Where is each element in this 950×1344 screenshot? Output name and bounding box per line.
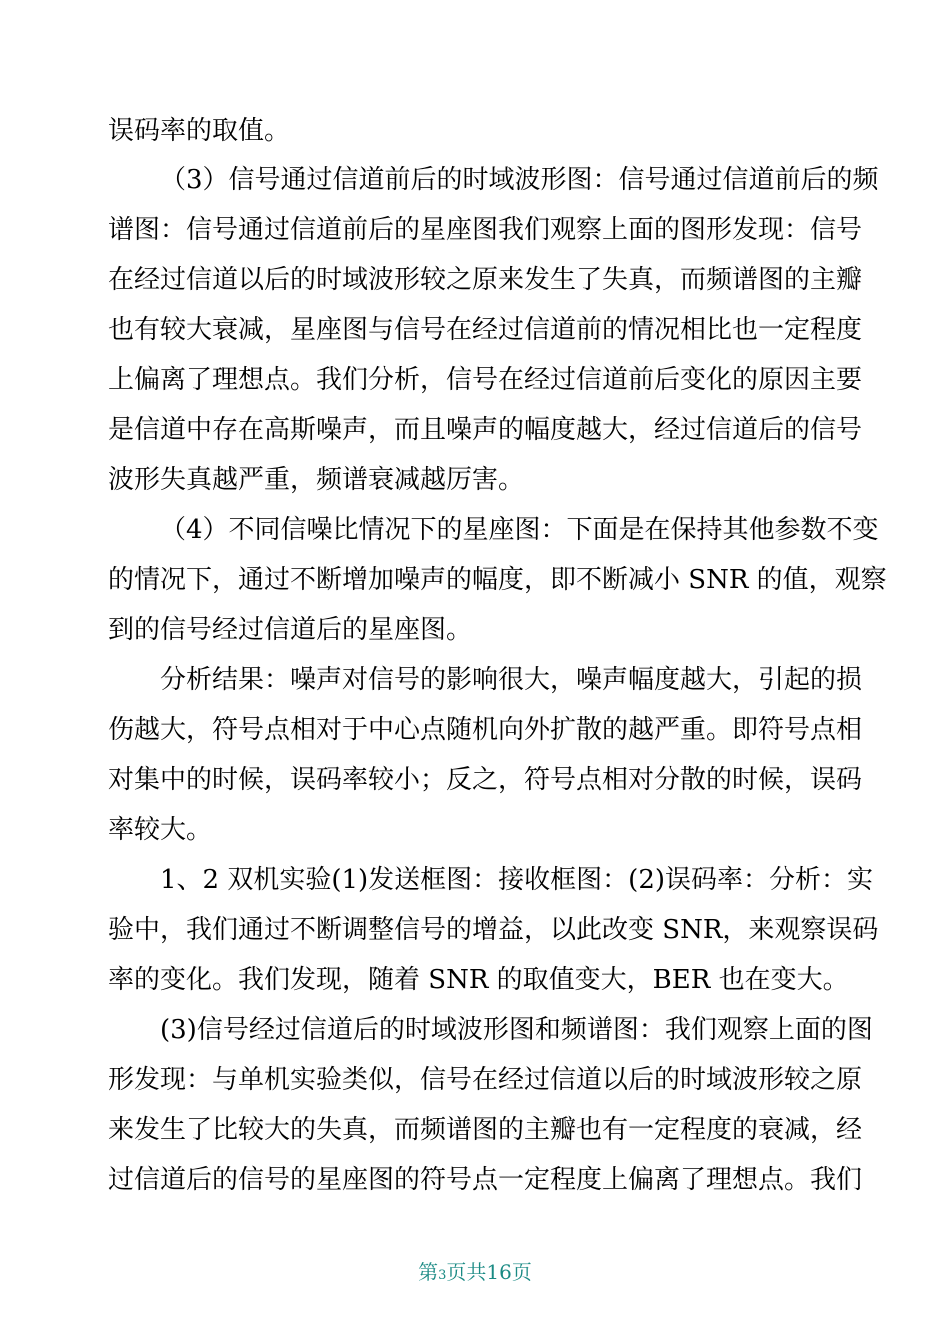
text-line-14: 对集中的时候，误码率较小；反之，符号点相对分散的时候，误码 (108, 765, 863, 795)
text-line-2: （3）信号通过信道前后的时域波形图：信号通过信道前后的频 (160, 165, 879, 195)
text-line-5: 也有较大衰减，星座图与信号在经过信道前的情况相比也一定程度 (108, 315, 863, 345)
footer-prefix: 第 (418, 1260, 439, 1284)
text-line-8: 波形失真越严重，频谱衰减越厉害。 (108, 465, 525, 495)
text-line-9: （4）不同信噪比情况下的星座图：下面是在保持其他参数不变 (160, 515, 879, 545)
footer-total-pages: 16 (486, 1260, 512, 1284)
text-line-21: 来发生了比较大的失真，而频谱图的主瓣也有一定程度的衰减，经 (108, 1115, 863, 1145)
text-line-12: 分析结果：噪声对信号的影响很大，噪声幅度越大，引起的损 (160, 665, 863, 695)
text-line-16: 1、2 双机实验(1)发送框图：接收框图：(2)误码率：分析：实 (160, 865, 874, 895)
text-line-10: 的情况下，通过不断增加噪声的幅度，即不断减小 SNR 的值，观察 (108, 565, 887, 595)
text-line-3: 谱图：信号通过信道前后的星座图我们观察上面的图形发现：信号 (108, 215, 863, 245)
text-line-7: 是信道中存在高斯噪声，而且噪声的幅度越大，经过信道后的信号 (108, 415, 863, 445)
text-line-22: 过信道后的信号的星座图的符号点一定程度上偏离了理想点。我们 (108, 1165, 863, 1195)
footer-middle: 页共 (446, 1260, 487, 1284)
footer-page-number: 3 (438, 1268, 447, 1283)
text-line-19: (3)信号经过信道后的时域波形图和频谱图：我们观察上面的图 (160, 1015, 873, 1045)
text-line-6: 上偏离了理想点。我们分析，信号在经过信道前后变化的原因主要 (108, 365, 863, 395)
footer-suffix: 页 (511, 1260, 532, 1284)
text-line-13: 伤越大，符号点相对于中心点随机向外扩散的越严重。即符号点相 (108, 715, 863, 745)
text-line-4: 在经过信道以后的时域波形较之原来发生了失真，而频谱图的主瓣 (108, 265, 863, 295)
text-line-11: 到的信号经过信道后的星座图。 (108, 615, 473, 645)
page-footer (0, 1256, 950, 1288)
text-line-1: 误码率的取值。 (108, 116, 291, 146)
text-line-15: 率较大。 (108, 815, 213, 845)
text-line-17: 验中，我们通过不断调整信号的增益，以此改变 SNR，来观察误码 (108, 915, 879, 945)
text-line-18: 率的变化。我们发现，随着 SNR 的取值变大，BER 也在变大。 (108, 965, 849, 995)
text-line-20: 形发现：与单机实验类似，信号在经过信道以后的时域波形较之原 (108, 1065, 863, 1095)
